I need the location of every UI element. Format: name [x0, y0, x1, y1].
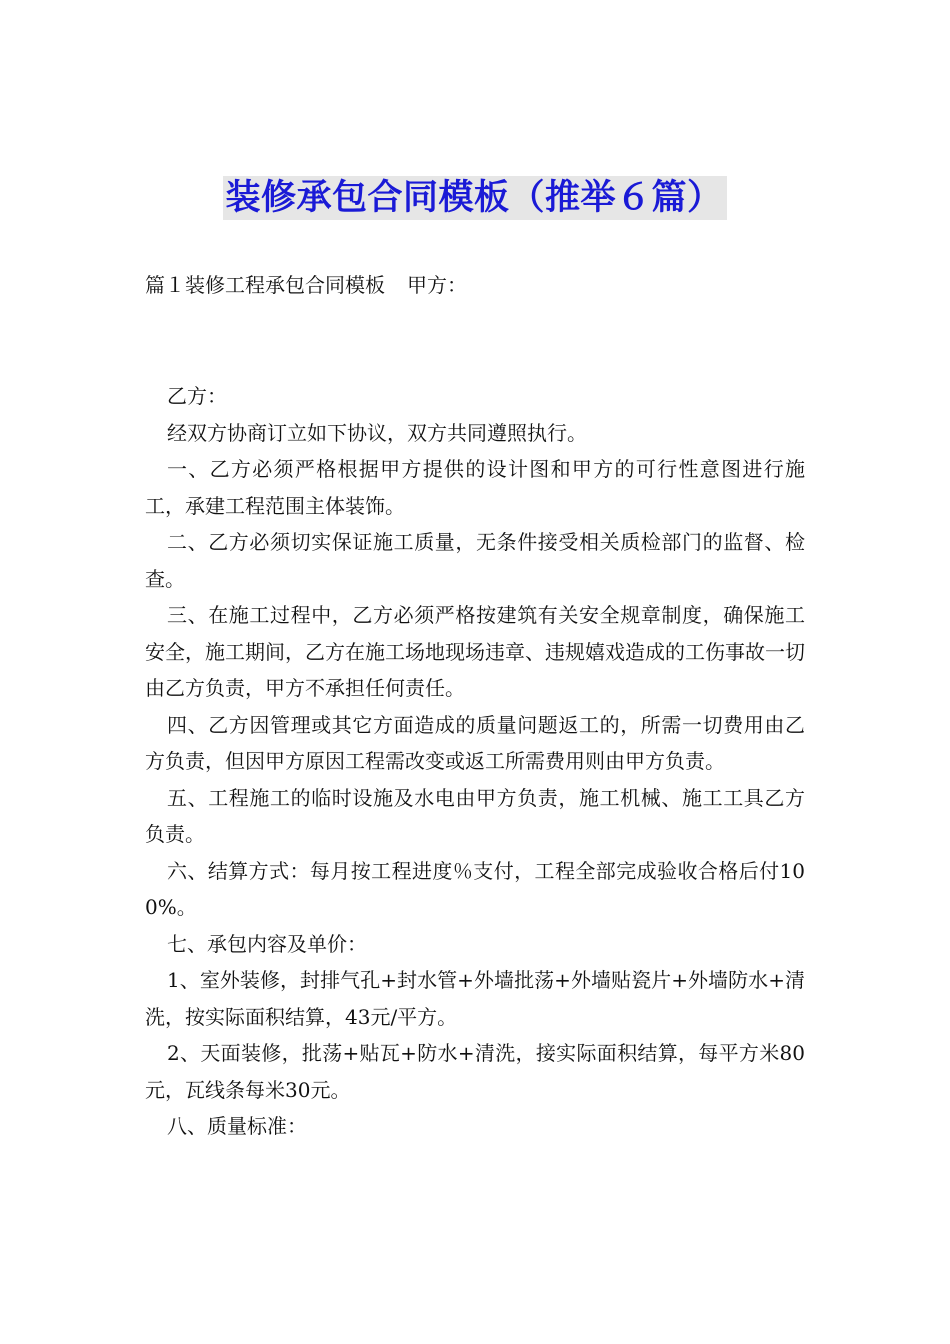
paragraph-agreement: 经双方协商订立如下协议，双方共同遵照执行。 [167, 420, 587, 445]
paragraph-party-b: 乙方： [167, 384, 227, 408]
section-heading [145, 270, 467, 300]
paragraph-item-1: 1、室外装修，封排气孔+封水管+外墙批荡+外墙贴瓷片+外墙防水+清洗，按实际面积结算，43元/平方。 [145, 968, 805, 1029]
section-heading-label: 篇１装修工程承包合同模板 [145, 273, 385, 297]
paragraph-clause-2: 二、乙方必须切实保证施工质量，无条件接受相关质检部门的监督、检查。 [145, 530, 805, 591]
document-body [145, 378, 805, 1145]
paragraph-clause-7: 七、承包内容及单价： [167, 931, 367, 956]
paragraph-clause-4: 四、乙方因管理或其它方面造成的质量问题返工的，所需一切费用由乙方负责，但因甲方原因工程需改变或返工所需费用则由甲方负责。 [145, 712, 805, 773]
paragraph-item-2: 2、天面装修，批荡+贴瓦+防水+清洗，接实际面积结算，每平方米80元，瓦线条每米30元。 [145, 1041, 805, 1102]
paragraph-clause-3: 三、在施工过程中，乙方必须严格按建筑有关安全规章制度，确保施工安全，施工期间，乙方在施工场地现场违章、违规嬉戏造成的工伤事故一切由乙方负责，甲方不承担任何责任。 [145, 603, 805, 700]
paragraph-clause-8: 八、质量标准： [167, 1114, 307, 1138]
paragraph-clause-1: 一、乙方必须严格根据甲方提供的设计图和甲方的可行性意图进行施工，承建工程范围主体装饰。 [145, 457, 805, 518]
paragraph-clause-6: 六、结算方式：每月按工程进度％支付，工程全部完成验收合格后付100%。 [145, 858, 805, 919]
title-container [0, 176, 950, 220]
paragraph-clause-5: 五、工程施工的临时设施及水电由甲方负责，施工机械、施工工具乙方负责。 [145, 785, 805, 846]
party-a-label: 甲方： [407, 273, 467, 297]
document-title: 装修承包合同模板（推举６篇） [223, 176, 726, 220]
